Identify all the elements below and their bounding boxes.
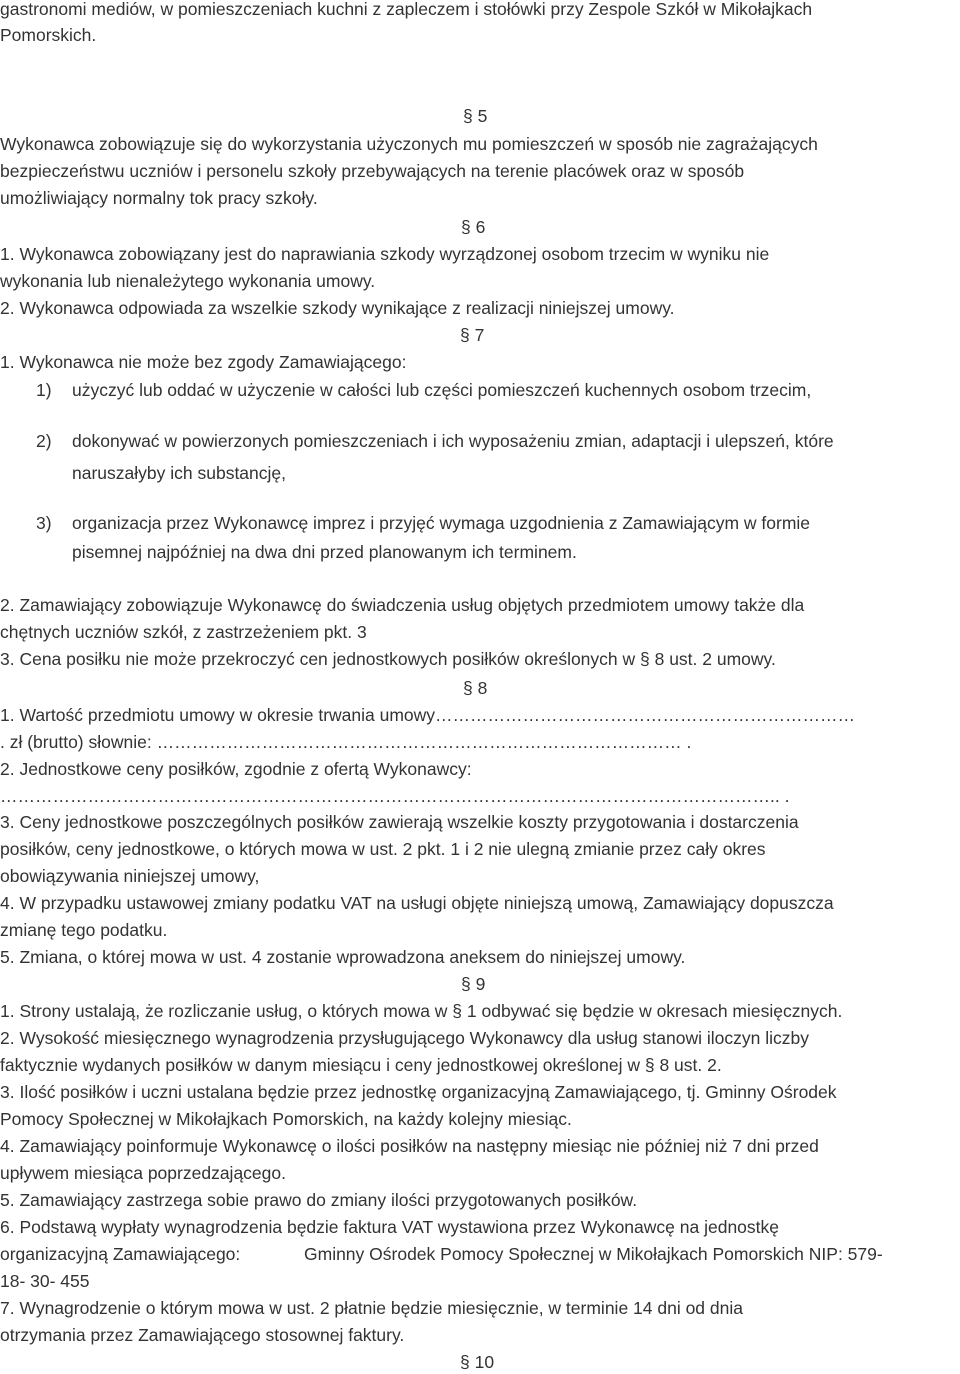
paragraph-line: 4. Zamawiający poinformuje Wykonawcę o ilości posiłków na następny miesiąc nie później niż 7 dni przed — [0, 1136, 819, 1156]
section-heading-9: § 9 — [461, 974, 486, 994]
paragraph-line: umożliwiający normalny tok pracy szkoły. — [0, 188, 318, 208]
paragraph-line: upływem miesiąca poprzedzającego. — [0, 1163, 286, 1183]
paragraph-line: 2. Zamawiający zobowiązuje Wykonawcę do świadczenia usług objętych przedmiotem umowy także dla — [0, 595, 805, 615]
list-item-text: naruszałyby ich substancję, — [72, 463, 286, 483]
list-item-text: dokonywać w powierzonych pomieszczeniach i ich wyposażeniu zmian, adaptacji i ulepszeń, które — [72, 431, 834, 451]
paragraph-line: . zł (brutto) słownie: ……………………………………………………………………………… . — [0, 732, 692, 752]
paragraph-line: gastronomi mediów, w pomieszczeniach kuchni z zapleczem i stołówki przy Zespole Szkół w Mikołajkach — [0, 0, 813, 19]
list-item-number: 3) — [36, 513, 52, 533]
paragraph-line: Gminny Ośrodek Pomocy Społecznej w Mikołajkach Pomorskich NIP: 579- — [304, 1244, 883, 1264]
list-item-text: pisemnej najpóźniej na dwa dni przed planowanym ich terminem. — [72, 542, 577, 562]
dotted-fill-line: …………………………………………………………………………………………………………………….. . — [0, 786, 790, 806]
paragraph-line: Pomorskich. — [0, 25, 97, 45]
paragraph-line: 3. Cena posiłku nie może przekroczyć cen jednostkowych posiłków określonych w § 8 ust. 2 umowy. — [0, 649, 776, 669]
list-item-number: 1) — [36, 380, 52, 400]
paragraph-line: wykonania lub nienależytego wykonania umowy. — [0, 271, 376, 291]
list-item-text: użyczyć lub oddać w użyczenie w całości lub części pomieszczeń kuchennych osobom trzecim, — [72, 380, 812, 400]
paragraph-line: obowiązywania niniejszej umowy, — [0, 866, 260, 886]
paragraph-line: 4. W przypadku ustawowej zmiany podatku VAT na usługi objęte niniejszą umową, Zamawiający dopuszcza — [0, 893, 834, 913]
paragraph-line: 7. Wynagrodzenie o którym mowa w ust. 2 płatnie będzie miesięcznie, w terminie 14 dni od dnia — [0, 1298, 743, 1318]
paragraph-line: 6. Podstawą wypłaty wynagrodzenia będzie faktura VAT wystawiona przez Wykonawcę na jednostkę — [0, 1217, 779, 1237]
paragraph-line: 3. Ceny jednostkowe poszczególnych posiłków zawierają wszelkie koszty przygotowania i dostarczenia — [0, 812, 799, 832]
paragraph-line: 1. Wykonawca nie może bez zgody Zamawiającego: — [0, 352, 407, 372]
paragraph-line: Wykonawca zobowiązuje się do wykorzystania użyczonych mu pomieszczeń w sposób nie zagrażających — [0, 134, 818, 154]
paragraph-line: 3. Ilość posiłków i uczni ustalana będzie przez jednostkę organizacyjną Zamawiającego, tj. Gminny Ośrodek — [0, 1082, 837, 1102]
paragraph-line: 2. Jednostkowe ceny posiłków, zgodnie z ofertą Wykonawcy: — [0, 759, 472, 779]
paragraph-line: posiłków, ceny jednostkowe, o których mowa w ust. 2 pkt. 1 i 2 nie ulegną zmianie przez cały okres — [0, 839, 766, 859]
section-heading-5: § 5 — [463, 106, 488, 126]
section-heading-6: § 6 — [461, 217, 486, 237]
paragraph-line: faktycznie wydanych posiłków w danym miesiącu i ceny jednostkowej określonej w § 8 ust. 2. — [0, 1055, 722, 1075]
paragraph-line: zmianę tego podatku. — [0, 920, 168, 940]
paragraph-line: organizacyjną Zamawiającego: — [0, 1244, 241, 1264]
paragraph-line: 5. Zmiana, o której mowa w ust. 4 zostanie wprowadzona aneksem do niniejszej umowy. — [0, 947, 686, 967]
section-heading-7: § 7 — [460, 325, 485, 345]
list-item-text: organizacja przez Wykonawcę imprez i przyjęć wymaga uzgodnienia z Zamawiającym w formie — [72, 513, 811, 533]
paragraph-line: 1. Strony ustalają, że rozliczanie usług, o których mowa w § 1 odbywać się będzie w okresach miesięcznych. — [0, 1001, 843, 1021]
paragraph-line: otrzymania przez Zamawiającego stosownej faktury. — [0, 1325, 405, 1345]
paragraph-line: 2. Wykonawca odpowiada za wszelkie szkody wynikające z realizacji niniejszej umowy. — [0, 298, 675, 318]
paragraph-line: chętnych uczniów szkół, z zastrzeżeniem pkt. 3 — [0, 622, 367, 642]
paragraph-line: 5. Zamawiający zastrzega sobie prawo do zmiany ilości przygotowanych posiłków. — [0, 1190, 638, 1210]
section-heading-8: § 8 — [463, 678, 488, 698]
list-item-number: 2) — [36, 431, 52, 451]
paragraph-line: 1. Wykonawca zobowiązany jest do naprawiania szkody wyrządzonej osobom trzecim w wyniku nie — [0, 244, 770, 264]
paragraph-line: Pomocy Społecznej w Mikołajkach Pomorskich, na każdy kolejny miesiąc. — [0, 1109, 572, 1129]
section-heading-10: § 10 — [460, 1352, 495, 1372]
paragraph-line: bezpieczeństwu uczniów i personelu szkoły przebywających na terenie placówek oraz w sposób — [0, 161, 745, 181]
paragraph-line: 1. Wartość przedmiotu umowy w okresie trwania umowy……………………………………………………………… — [0, 705, 856, 725]
paragraph-line: 18- 30- 455 — [0, 1271, 90, 1291]
paragraph-line: 2. Wysokość miesięcznego wynagrodzenia przysługującego Wykonawcy dla usług stanowi iloczyn liczby — [0, 1028, 809, 1048]
